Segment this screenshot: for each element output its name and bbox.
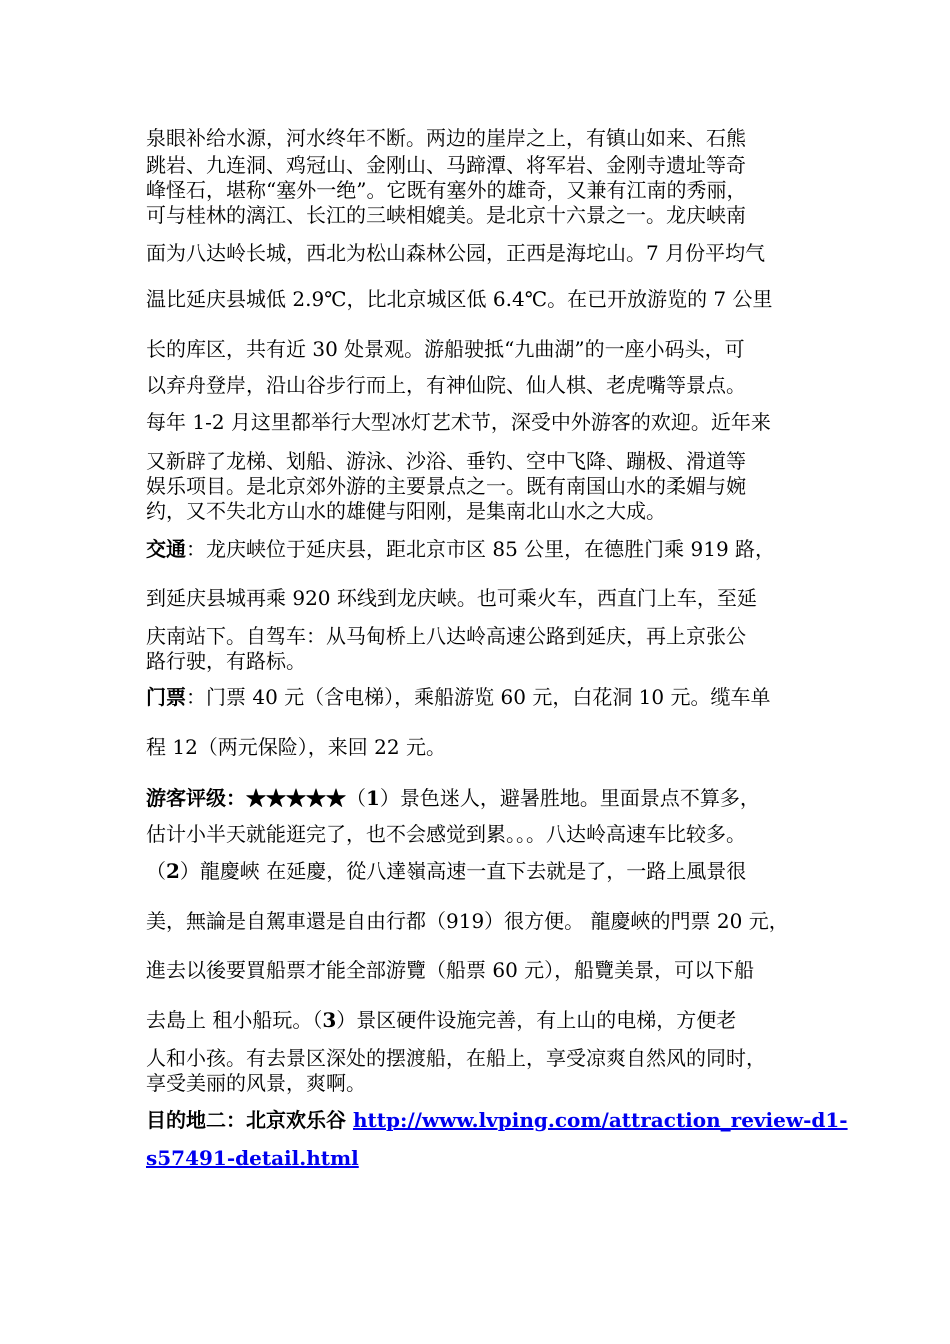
review-number: 1	[366, 786, 380, 810]
body-text-line: 享受美丽的风景，爽啊。	[146, 1071, 366, 1095]
body-text-line: 進去以後要買船票才能全部游覽（船票 60 元），船覽美景，可以下船	[146, 958, 755, 982]
review-text: ）景区硬件设施完善，有上山的电梯，方便老	[336, 1008, 737, 1032]
review-line	[146, 859, 746, 883]
review-text: ）龍慶峽 在延慶，從八達嶺高速一直下去就是了，一路上風景很	[179, 859, 747, 883]
body-text-line: 估计小半天就能逛完了，也不会感觉到累。。。八达岭高速车比较多。	[146, 822, 746, 846]
body-text-line: 又新辟了龙梯、划船、游泳、沙浴、垂钓、空中飞降、蹦极、滑道等	[146, 449, 746, 473]
body-text-line: 娱乐项目。是北京郊外游的主要景点之一。既有南国山水的柔媚与婉	[146, 474, 746, 498]
destination-heading	[146, 1108, 848, 1132]
body-text-line: 长的库区，共有近 30 处景观。游船驶抵“九曲湖”的一座小码头，可	[146, 337, 745, 361]
body-text-line: 路行驶，有路标。	[146, 649, 306, 673]
transport-text: ：龙庆峡位于延庆县，距北京市区 85 公里，在德胜门乘 919 路，	[186, 537, 776, 561]
body-text-line: 可与桂林的漓江、长江的三峡相媲美。是北京十六景之一。龙庆峡南	[146, 203, 746, 227]
transport-paragraph	[146, 537, 775, 561]
paren-open: （	[346, 786, 366, 810]
body-text-line: 泉眼补给水源，河水终年不断。两边的崖岸之上，有镇山如来、石熊	[146, 126, 746, 150]
body-text-line: 人和小孩。有去景区深处的摆渡船，在船上，享受凉爽自然风的同时，	[146, 1046, 766, 1070]
review-number: 3	[322, 1008, 337, 1032]
review-text: 去島上 租小船玩。（	[146, 1008, 323, 1032]
rating-paragraph	[146, 786, 760, 810]
destination-link[interactable]: s57491-detail.html	[146, 1146, 359, 1170]
review-number: 2	[166, 859, 180, 883]
destination-label: 目的地二：北京欢乐谷	[146, 1108, 353, 1132]
body-text-line: 以弃舟登岸，沿山谷步行而上，有神仙院、仙人棋、老虎嘴等景点。	[146, 373, 746, 397]
body-text-line: 每年 1-2 月这里都举行大型冰灯艺术节，深受中外游客的欢迎。近年来	[146, 410, 771, 434]
review-line	[146, 1008, 736, 1032]
review-text: ）景色迷人，避暑胜地。里面景点不算多，	[379, 786, 760, 810]
body-text-line: 峰怪石，堪称“塞外一绝”。它既有塞外的雄奇，又兼有江南的秀丽，	[146, 178, 747, 202]
body-text-line: 面为八达岭长城，西北为松山森林公园，正西是海坨山。7 月份平均气	[146, 241, 766, 265]
body-text-line: 程 12（两元保险），来回 22 元。	[146, 735, 446, 759]
body-text-line: 庆南站下。自驾车：从马甸桥上八达岭高速公路到延庆，再上京张公	[146, 624, 746, 648]
destination-link[interactable]: http://www.lvping.com/attraction_review-d1-	[352, 1108, 848, 1132]
body-text-line: 约，又不失北方山水的雄健与阳刚，是集南北山水之大成。	[146, 499, 666, 523]
destination-link-continued	[146, 1146, 359, 1170]
paren-open: （	[146, 859, 166, 883]
transport-label: 交通	[146, 537, 186, 561]
body-text-line: 美，無論是自駕車還是自由行都（919）很方便。 龍慶峽的門票 20 元，	[146, 909, 789, 933]
body-text-line: 跳岩、九连洞、鸡冠山、金刚山、马蹄潭、将军岩、金刚寺遗址等奇	[146, 153, 746, 177]
body-text-line: 温比延庆县城低 2.9℃，比北京城区低 6.4℃。在已开放游览的 7 公里	[146, 287, 773, 311]
ticket-text: ：门票 40 元（含电梯），乘船游览 60 元，白花洞 10 元。缆车单	[186, 685, 771, 709]
rating-label: 游客评级：★★★★★	[146, 786, 346, 810]
ticket-label: 门票	[146, 685, 186, 709]
ticket-paragraph	[146, 685, 771, 709]
body-text-line: 到延庆县城再乘 920 环线到龙庆峡。也可乘火车，西直门上车，至延	[146, 586, 757, 610]
